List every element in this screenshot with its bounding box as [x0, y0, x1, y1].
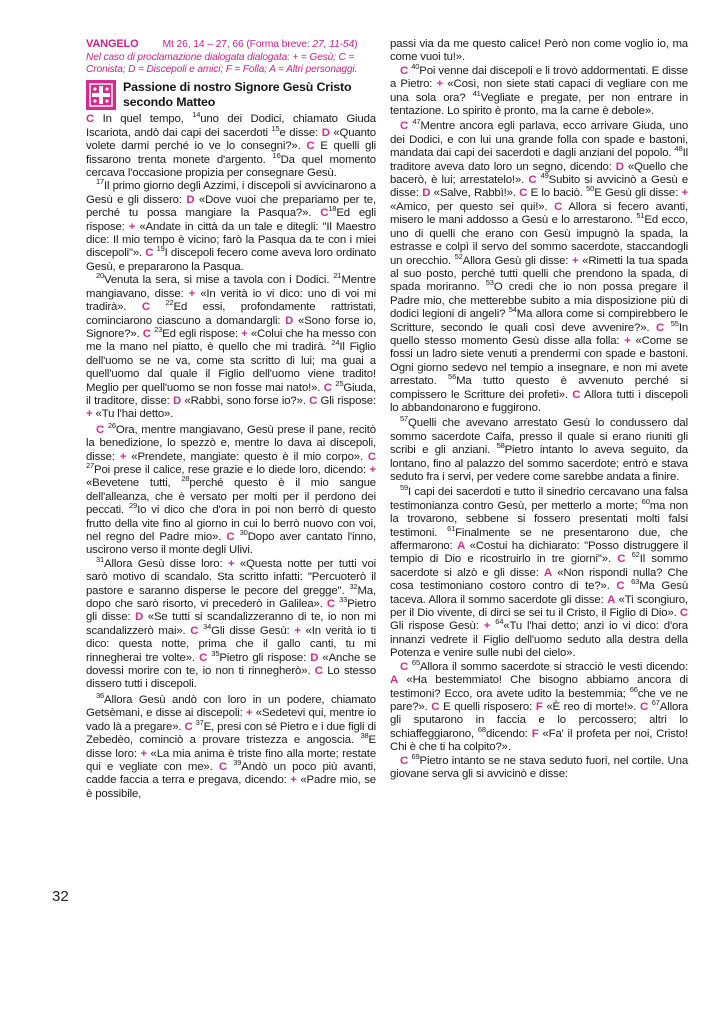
speaker-marker: + — [624, 334, 631, 347]
speaker-marker: C — [639, 700, 649, 713]
text-run: E, presi con sé Pietro e i due figli di Zebedèo, cominciò a provare tristezza e angoscia. — [86, 720, 377, 747]
paragraph — [390, 62, 688, 119]
text-run: «La mia anima è triste fino alla morte; restate qui e vegliate con me». — [86, 747, 377, 773]
text-run: «Come se fossi un ladro siete venuti a prendermi con spade e bastoni. Ogni giorno sedevo nel tempio a insegnare, e non mi avete arrestato. — [390, 334, 688, 388]
speaker-marker: C — [400, 754, 409, 767]
verse-number: 25 — [335, 378, 344, 388]
speaker-marker: C — [142, 327, 151, 340]
text-run: Il sommo sacerdote si alzò e gli disse: — [390, 553, 688, 579]
text-run: I discepoli fecero come aveva loro ordinato Gesù, e prepararono la Pasqua. — [86, 247, 376, 273]
text-run: In quello stesso momento Gesù disse alla folla: — [390, 321, 689, 347]
passion-title-row — [86, 80, 376, 110]
text-run: «Prendete, mangiate: questo è il mio corpo». — [126, 450, 368, 463]
text-run: «Rimetti la tua spada al suo posto, perché tutti quelli che prendono la spada, di spada moriranno. — [390, 254, 688, 294]
liturgical-cross-emblem-icon — [86, 80, 116, 110]
text-run: «Non rispondi nulla? Che cosa testimoniano costoro contro di te?». — [390, 566, 688, 593]
verse-number: 24 — [331, 338, 340, 348]
verse-number: 56 — [448, 372, 457, 382]
verse-number: 15 — [271, 124, 280, 134]
speaker-marker: C — [309, 394, 318, 407]
speaker-marker: F — [535, 700, 543, 713]
speaker-marker: C — [226, 531, 235, 543]
left-column-text — [86, 110, 377, 801]
text-run: «Anche se dovessi morire con te, io non ti rinnegherò». — [86, 651, 377, 678]
speaker-marker: D — [321, 126, 330, 139]
dialogue-legend-note: Nel caso di proclamazione dialogata dialogata: + = Gesù; C = Cronista; D = Discepoli e amici; F = Folla; A = Altri personaggi. — [86, 52, 358, 76]
verse-number: 18 — [328, 204, 337, 214]
verse-number: 21 — [333, 271, 342, 281]
paragraph — [390, 751, 689, 782]
text-run: Gli rispose Gesù: — [390, 620, 484, 633]
text-run: che ve ne pare?». — [390, 687, 688, 713]
verse-number: 62 — [631, 550, 640, 560]
text-run: «Quanto volete darmi perché io ve lo consegni?». — [86, 126, 376, 153]
verse-number: 58 — [496, 441, 505, 451]
paragraph — [86, 271, 377, 421]
paragraph — [86, 691, 377, 801]
verse-number: 37 — [195, 717, 204, 727]
text-run: passi via da me questo calice! Però non come voglio io, ma come vuoi tu!». — [390, 38, 688, 64]
verse-number: 64 — [495, 617, 504, 627]
verse-number: 69 — [411, 751, 420, 761]
verse-number: 23 — [154, 325, 163, 335]
text-run: Pietro intanto lo aveva seguito, da lontano, fino al palazzo del sommo sacerdote; entrò e stava seduto fra i servi, per vedere come sarebbe andata a finire. — [390, 444, 688, 483]
verse-number: 38 — [360, 731, 369, 741]
text-run: «Rabbì, sono forse io?». — [181, 394, 310, 407]
speaker-marker: C — [218, 760, 227, 773]
text-run: Il traditore aveva dato loro un segno, dicendo: — [390, 147, 688, 173]
text-run — [664, 322, 671, 334]
text-run: «Sedetevi qui, mentre io vado là a pregare». — [86, 707, 376, 733]
speaker-marker: + — [86, 408, 93, 421]
speaker-marker: + — [294, 624, 301, 637]
speaker-marker: + — [245, 707, 253, 720]
paragraph — [390, 414, 688, 484]
verse-number: 41 — [472, 88, 481, 98]
speaker-marker: C — [326, 598, 335, 611]
text-run: «Dove vuoi che prepariamo per te, perché tu possa mangiare la Pasqua?». — [86, 193, 376, 220]
verse-number: 59 — [400, 483, 409, 493]
verse-number: 65 — [411, 657, 420, 667]
speaker-marker: + — [227, 557, 235, 570]
passion-title: Passione di nostro Signore Gesù Cristo secondo Matteo — [123, 80, 352, 110]
speaker-marker: C — [184, 720, 193, 733]
speaker-marker: C — [679, 607, 688, 620]
gospel-header — [86, 38, 376, 51]
text-run: E disse loro: — [86, 734, 376, 760]
verse-number: 29 — [129, 501, 138, 511]
speaker-marker: A — [390, 674, 399, 687]
text-run: O credi che io non possa pregare il Padre mio, che metterebbe subito a mia disposizione più di dodici legioni di angeli? — [390, 281, 689, 321]
text-run: Subito si avvicinò a Gesù e disse: — [390, 174, 689, 200]
verse-number: 28 — [181, 474, 190, 484]
speaker-marker: D — [135, 611, 144, 624]
text-run: Ma, dopo che sarò risorto, vi precederò in Galilea». — [86, 584, 376, 611]
speaker-marker: A — [457, 540, 466, 553]
text-run: «Andate in città da un tale e ditegli: "Il Maestro dice: Il mio tempo è vicino; farò la Pasqua da te con i miei discepoli"». — [86, 220, 376, 260]
text-run: Ed egli rispose: — [86, 207, 376, 233]
gospel-label: VANGELO — [86, 38, 139, 50]
verse-number: 68 — [477, 724, 486, 734]
text-run: I capi dei sacerdoti e tutto il sinedrio cercavano una falsa testimonianza contro Gesù, per metterlo a morte; — [390, 486, 688, 512]
verse-number: 39 — [233, 758, 242, 768]
text-run: Allora Gesù disse loro: — [104, 557, 228, 570]
text-run: E lo baciò. — [527, 187, 587, 200]
verse-number: 49 — [540, 171, 549, 181]
speaker-marker: C — [190, 624, 199, 637]
paragraph — [86, 110, 376, 180]
speaker-marker: C — [323, 381, 332, 394]
speaker-marker: F — [531, 727, 539, 740]
speaker-marker: C — [199, 651, 208, 664]
paragraph — [86, 177, 376, 274]
speaker-marker: C — [400, 64, 409, 77]
text-run: «Salve, Rabbì!». — [430, 187, 520, 200]
verse-number: 67 — [651, 698, 660, 708]
text-run: Gli disse Gesù: — [211, 624, 295, 637]
text-run: Ma tutto questo è avvenuto perché si compissero le Scritture dei profeti». — [390, 375, 688, 401]
text-run: Allora Gesù gli disse: — [462, 254, 572, 267]
speaker-marker: + — [681, 187, 688, 200]
speaker-marker: C — [431, 700, 440, 713]
text-run: «In verità io ti dico: questa notte, prima che il gallo canti, tu mi rinnegherai tre volte». — [86, 624, 376, 664]
speaker-marker: C — [314, 665, 323, 678]
text-run: «Colui che ha messo con me la mano nel piatto, è quello che mi tradirà. — [86, 327, 377, 354]
text-run: E Gesù gli disse: — [594, 187, 682, 200]
text-run: ma non la trovarono, sebbene si fossero presentati molti falsi testimoni. — [390, 499, 688, 539]
speaker-marker: D — [186, 193, 195, 206]
verse-number: 51 — [636, 211, 645, 221]
text-run: Il primo giorno degli Azzimi, i discepoli si avvicinarono a Gesù e gli dissero: — [86, 180, 376, 206]
speaker-marker: + — [188, 287, 196, 300]
speaker-marker: C — [141, 301, 150, 314]
verse-number: 19 — [156, 244, 165, 254]
speaker-marker: D — [310, 651, 319, 664]
verse-number: 55 — [670, 318, 679, 328]
text-run: «È reo di morte!». — [542, 700, 640, 713]
left-column — [86, 38, 376, 801]
paragraph — [86, 555, 377, 692]
text-run: «Fa' il profeta per noi, Cristo! Chi è che ti ha colpito?». — [390, 727, 688, 754]
text-run: Ora, mentre mangiavano, Gesù prese il pane, recitò la benedizione, lo spezzò e, mentre lo dava ai discepoli, disse: — [86, 423, 376, 463]
speaker-marker: + — [436, 78, 444, 91]
text-run: «Ha bestemmiato! Che bisogno abbiamo ancora di testimoni? Ecco, ora avete udito la bestemmia; — [390, 674, 688, 700]
verse-number: 35 — [211, 648, 220, 658]
text-run: Ed ecco, uno di quelli che erano con Gesù impugnò la spada, la estrasse e colpì il servo del sommo sacerdote, staccandogli un orecchio. — [390, 214, 689, 267]
text-run: Mentre ancora egli parlava, ecco arrivare Giuda, uno dei Dodici, e con lui una grande folla con spade e bastoni, mandata dai capi dei sacerdoti e dagli anziani del popolo. — [390, 120, 688, 160]
speaker-marker: C — [617, 553, 626, 566]
text-run: Allora si fecero avanti, misero le mani addosso a Gesù e lo arrestarono. — [390, 200, 688, 227]
paragraph — [390, 117, 689, 415]
text-run: «Bevetene tutti, — [86, 477, 182, 490]
speaker-marker: A — [543, 566, 553, 579]
text-run: Da quel momento cercava l'occasione propizia per consegnare Gesù. — [86, 153, 376, 180]
verse-number: 54 — [508, 305, 517, 315]
page-number: 32 — [52, 888, 69, 905]
text-run: «Costui ha dichiarato: "Posso distruggere il tempio di Dio e ricostruirlo in tre giorni"». — [390, 540, 688, 566]
speaker-marker: C — [367, 450, 376, 463]
text-run: «Ti scongiuro, per il Dio vivente, di dirci se sei tu il Cristo, il Figlio di Dio». — [390, 593, 688, 620]
verse-number: 30 — [239, 528, 248, 538]
text-run: Quelli che avevano arrestato Gesù lo condussero dal sommo sacerdote Caifa, presso il quale si erano riuniti gli scribi e gli anziani. — [390, 417, 688, 457]
speaker-marker: C — [572, 388, 581, 401]
speaker-marker: C — [320, 207, 329, 220]
text-run: Vegliate e pregate, per non entrare in tentazione. Lo spirito è pronto, ma la carne è debole». — [390, 91, 688, 118]
text-run: e disse: — [279, 126, 322, 139]
text-run: Finalmente se ne presentarono due, che affermarono: — [390, 526, 688, 553]
verse-number: 57 — [400, 414, 409, 424]
paragraph — [390, 657, 689, 755]
verse-number: 17 — [96, 177, 105, 187]
verse-number: 31 — [96, 555, 105, 565]
text-run: Ed essi, profondamente rattristati, cominciarono ciascuno a domandargli: — [86, 301, 376, 327]
speaker-marker: C — [400, 660, 409, 673]
text-run: Ma allora come si compirebbero le Scritture, secondo le quali così deve avvenire?». — [390, 308, 688, 334]
text-run: Pietro intanto se ne stava seduto fuori, nel cortile. Una giovane serva gli si avvicinò e disse: — [390, 754, 689, 780]
verse-number: 63 — [631, 577, 640, 587]
speaker-marker: D — [422, 187, 431, 200]
speaker-marker: C — [145, 247, 154, 260]
text-run: «Così, non siete stati capaci di vegliare con me una sola ora? — [390, 78, 688, 104]
verse-number: 16 — [272, 150, 281, 160]
text-run: Gli rispose: — [317, 394, 377, 407]
right-column — [390, 38, 688, 781]
speaker-marker: C — [306, 140, 315, 153]
text-run: Allora tutti i discepoli lo abbandonarono e fuggirono. — [390, 388, 688, 414]
speaker-marker: C — [400, 120, 409, 133]
verse-number: 53 — [485, 278, 494, 288]
verse-number: 47 — [412, 117, 421, 127]
text-run: Allora Gesù andò con loro in un podere, chiamato Getsèmani, e disse ai discepoli: — [86, 693, 376, 720]
speaker-marker: D — [615, 160, 624, 173]
text-run: Pietro gli rispose: — [219, 651, 311, 664]
text-run: Allora gli sputarono in faccia e lo percossero; altri lo schiaffeggiarono, — [390, 700, 689, 740]
text-run: Poi venne dai discepoli e li trovò addormentati. E disse a Pietro: — [390, 64, 688, 91]
text-run: «In verità io vi dico: uno di voi mi tradirà». — [86, 287, 376, 314]
text-run: Lo stesso dissero tutti i discepoli. — [86, 665, 377, 691]
speaker-marker: C — [528, 174, 537, 187]
speaker-marker: C — [656, 321, 665, 334]
text-run: Ed egli rispose: — [162, 327, 242, 340]
verse-number: 60 — [641, 497, 650, 507]
paragraph — [86, 420, 377, 558]
speaker-marker: A — [607, 593, 616, 606]
speaker-marker: C — [86, 113, 95, 126]
gospel-reference: Mt 26, 14 – 27, 66 (Forma breve: 27, 11-54) — [162, 39, 358, 50]
text-run: Andò un poco più avanti, cadde faccia a terra e pregava, dicendo: — [86, 760, 376, 787]
speaker-marker: + — [571, 254, 579, 267]
speaker-marker: C — [96, 423, 105, 436]
speaker-marker: C — [616, 580, 625, 593]
verse-number: 66 — [629, 684, 638, 694]
text-run: «Amico, per questo sei qui!». — [390, 200, 555, 213]
text-run: «Tu l'hai detto; anzi io vi dico: d'ora innanzi vedrete il Figlio dell'uomo seduto alla destra della Potenza e venire sulle nubi del cielo». — [390, 620, 688, 660]
right-column-text — [390, 38, 688, 781]
text-run: Mentre mangiavano, disse: — [86, 274, 376, 300]
text-run: E quelli risposero: — [439, 700, 536, 713]
text-run: Pietro gli disse: — [86, 598, 377, 624]
text-run: Giuda, il traditore, disse: — [86, 381, 377, 407]
text-run: Poi prese il calice, rese grazie e lo diede loro, dicendo: — [94, 463, 370, 476]
verse-number: 32 — [349, 581, 358, 591]
text-run: dicendo: — [485, 727, 532, 740]
text-run: «Tu l'hai detto». — [92, 408, 174, 421]
speaker-marker: + — [241, 327, 248, 340]
verse-number: 52 — [454, 251, 463, 261]
text-run: «Quello che bacerò, è lui; arrestatelo!». — [390, 160, 689, 187]
text-run: Venuta la sera, si mise a tavola con i Dodici. — [104, 274, 334, 287]
verse-number: 34 — [203, 622, 212, 632]
verse-number: 48 — [674, 144, 683, 154]
speaker-marker: D — [285, 314, 294, 327]
text-run — [150, 301, 165, 313]
speaker-marker: C — [554, 200, 563, 213]
verse-number: 22 — [165, 298, 174, 308]
paragraph — [390, 38, 688, 65]
text-run: «Se tutti si scandalizzeranno di te, io non mi scandalizzerò mai». — [86, 611, 376, 637]
text-run: «Padre mio, se è possibile, — [86, 774, 376, 800]
verse-number: 14 — [192, 110, 201, 120]
text-run: «Questa notte per tutti voi sarò motivo di scandalo. Sta scritto infatti: "Percuoterò il pastore e saranno disperse le pecore del gregge". — [86, 557, 377, 597]
verse-number: 27 — [86, 461, 95, 471]
verse-number: 61 — [447, 523, 456, 533]
text-run: perché questo è il mio sangue dell'alleanza, che è versato per molti per il perdono dei peccati. — [86, 477, 376, 517]
speaker-marker: + — [369, 463, 376, 476]
verse-number: 26 — [107, 420, 116, 430]
speaker-marker: + — [128, 220, 136, 233]
text-run: Ma Gesù taceva. Allora il sommo sacerdote gli disse: — [390, 580, 689, 606]
speaker-marker: + — [290, 774, 297, 787]
verse-number: 36 — [96, 691, 105, 701]
speaker-marker: + — [119, 450, 127, 463]
text-run: Il Figlio dell'uomo se ne va, come sta scritto di lui; ma guai a quell'uomo dal quale il Figlio dell'uomo viene tradito! Meglio per quell'uomo se non fosse mai nato!». — [86, 341, 376, 394]
speaker-marker: + — [483, 620, 491, 633]
text-run: uno dei Dodici, chiamato Giuda Iscariota, andò dai capi dei sacerdoti — [86, 113, 376, 139]
paragraph — [390, 483, 689, 660]
verse-number: 33 — [339, 595, 348, 605]
speaker-marker: D — [173, 394, 182, 407]
verse-number: 50 — [586, 184, 595, 194]
text-run: Allora il sommo sacerdote si stracciò le vesti dicendo: — [419, 660, 688, 673]
text-run: E quelli gli fissarono trenta monete d'argento. — [86, 140, 376, 166]
text-run: Io vi dico che d'ora in poi non berrò di questo frutto della vite fino al giorno in cui lo berrò nuovo con voi, nel regno del Padre mio». — [86, 504, 376, 543]
text-run: In quel tempo, — [94, 113, 193, 126]
verse-number: 40 — [411, 62, 420, 72]
speaker-marker: C — [519, 187, 528, 200]
cross-emblem-graphic — [88, 82, 114, 108]
text-run: Dopo aver cantato l'inno, uscirono verso il monte degli Ulivi. — [86, 531, 377, 557]
speaker-marker: + — [140, 747, 147, 760]
verse-number: 20 — [96, 271, 105, 281]
text-run: «Sono forse io, Signore?». — [86, 314, 376, 340]
